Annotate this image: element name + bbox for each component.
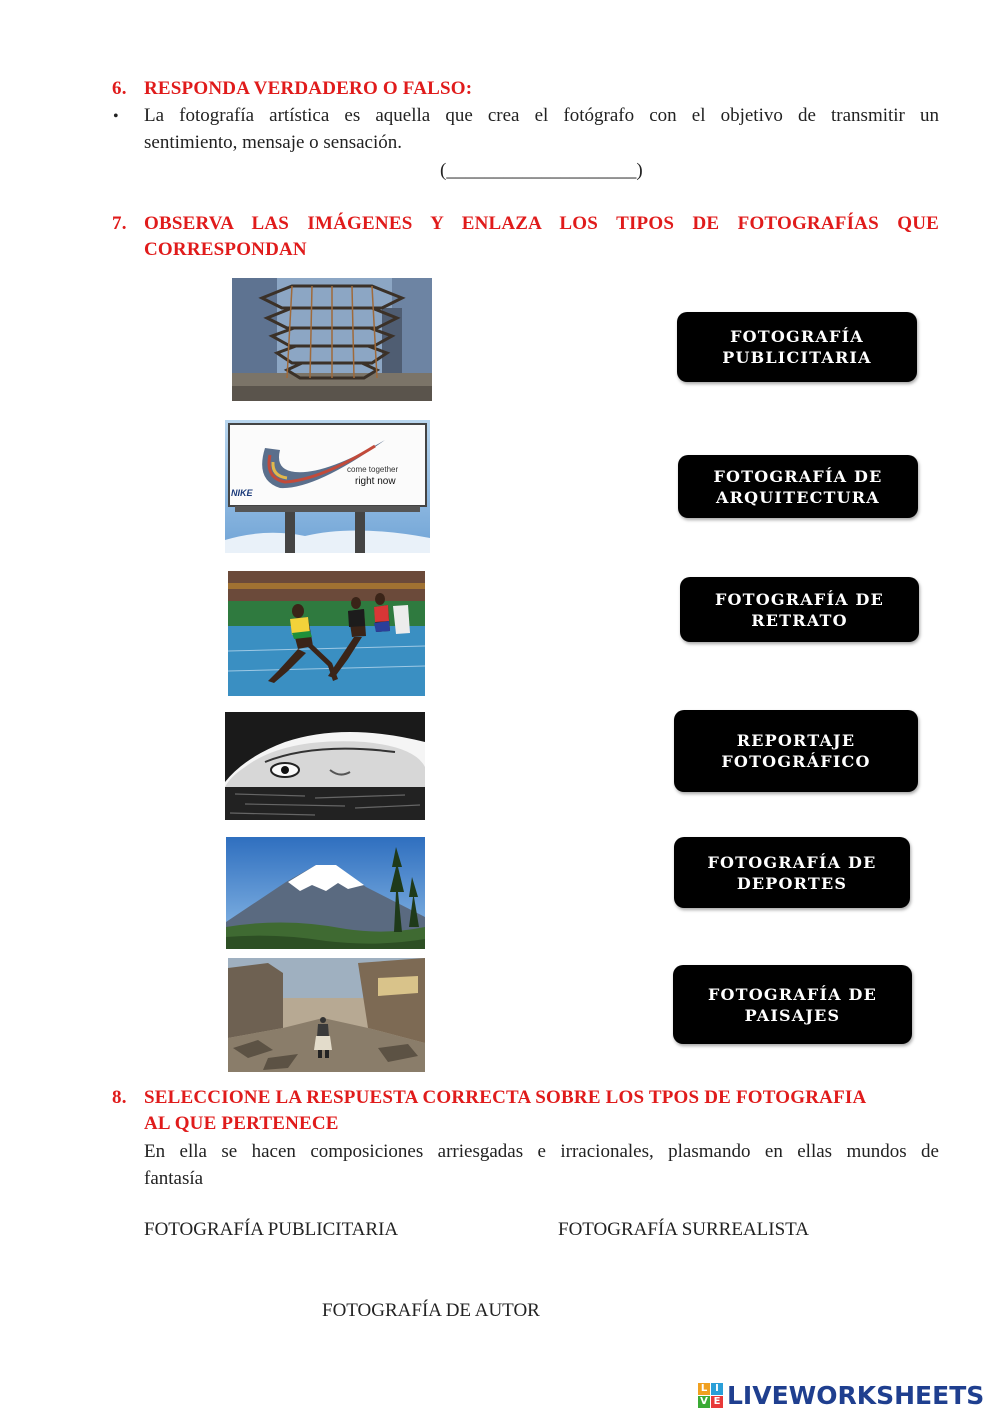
option-1-line1: FOTOGRAFÍA <box>730 327 864 346</box>
option-4-line1: REPORTAJE <box>736 731 856 750</box>
q8-number: 8. <box>112 1087 127 1108</box>
option-deportes[interactable] <box>674 837 910 908</box>
billboard-text-2: right now <box>355 476 396 487</box>
logo-mark-e: E <box>711 1396 723 1408</box>
logo-mark-v: V <box>698 1396 710 1408</box>
option-2-line1: FOTOGRAFÍA DE <box>713 466 883 486</box>
q6-number: 6. <box>112 78 127 99</box>
option-5-line1: FOTOGRAFÍA DE <box>707 852 877 872</box>
option-1-line2: PUBLICITARIA <box>722 348 872 367</box>
option-arquitectura[interactable] <box>678 455 918 518</box>
option-3-line2: RETRATO <box>751 610 848 630</box>
option-5-line2: DEPORTES <box>736 873 848 893</box>
option-6-line1: FOTOGRAFÍA DE <box>707 984 877 1004</box>
photo-portrait <box>225 712 425 820</box>
billboard-text-1: come together <box>347 465 399 474</box>
logo-mark-i: I <box>711 1383 723 1395</box>
option-paisajes[interactable] <box>673 965 912 1044</box>
option-4-line2: FOTOGRÁFICO <box>721 752 871 771</box>
bullet-icon: • <box>113 108 119 125</box>
logo-mark-icon <box>698 1383 723 1408</box>
q6-answer-input[interactable]: (____________________) <box>440 160 643 181</box>
photo-report <box>228 958 425 1072</box>
q7-number: 7. <box>112 213 127 234</box>
q6-statement-line1: La fotografía artística es aquella que crea el fotógrafo con el objetivo de transmitir un <box>144 105 939 126</box>
q8-option-surrealista[interactable]: FOTOGRAFÍA SURREALISTA <box>558 1219 809 1240</box>
q6-title: RESPONDA VERDADERO O FALSO: <box>144 78 473 99</box>
option-3-line1: FOTOGRAFÍA DE <box>714 589 884 609</box>
q8-text-line2: fantasía <box>144 1168 204 1189</box>
liveworksheets-logo <box>698 1380 984 1410</box>
q7-title-line1: OBSERVA LAS IMÁGENES Y ENLAZA LOS TIPOS DE FOTOGRAFÍAS QUE <box>144 213 939 234</box>
q8-text-line1: En ella se hacen composiciones arriesgadas e irracionales, plasmando en ellas mundos de <box>144 1141 939 1162</box>
q7-title-line2: CORRESPONDAN <box>144 239 307 260</box>
q8-option-publicitaria[interactable]: FOTOGRAFÍA PUBLICITARIA <box>144 1219 399 1240</box>
option-reportaje[interactable] <box>674 710 918 792</box>
q8-title-line1: SELECCIONE LA RESPUESTA CORRECTA SOBRE LOS TPOS DE FOTOGRAFIA <box>144 1087 867 1108</box>
photo-landscape <box>226 837 425 949</box>
option-retrato[interactable] <box>680 577 919 642</box>
logo-text: LIVEWORKSHEETS <box>727 1380 985 1410</box>
option-2-line2: ARQUITECTURA <box>716 487 880 507</box>
q8-title-line2: AL QUE PERTENECE <box>144 1113 339 1134</box>
logo-mark-l: L <box>698 1383 710 1395</box>
billboard-brand: NIKE <box>231 488 253 498</box>
photo-billboard <box>225 420 430 553</box>
q8-option-autor[interactable]: FOTOGRAFÍA DE AUTOR <box>322 1300 540 1321</box>
q6-statement-line2: sentimiento, mensaje o sensación. <box>144 132 403 153</box>
option-6-line2: PAISAJES <box>744 1005 841 1025</box>
option-publicitaria[interactable] <box>677 312 917 382</box>
photo-architecture <box>232 278 432 401</box>
photo-sports <box>228 571 425 696</box>
